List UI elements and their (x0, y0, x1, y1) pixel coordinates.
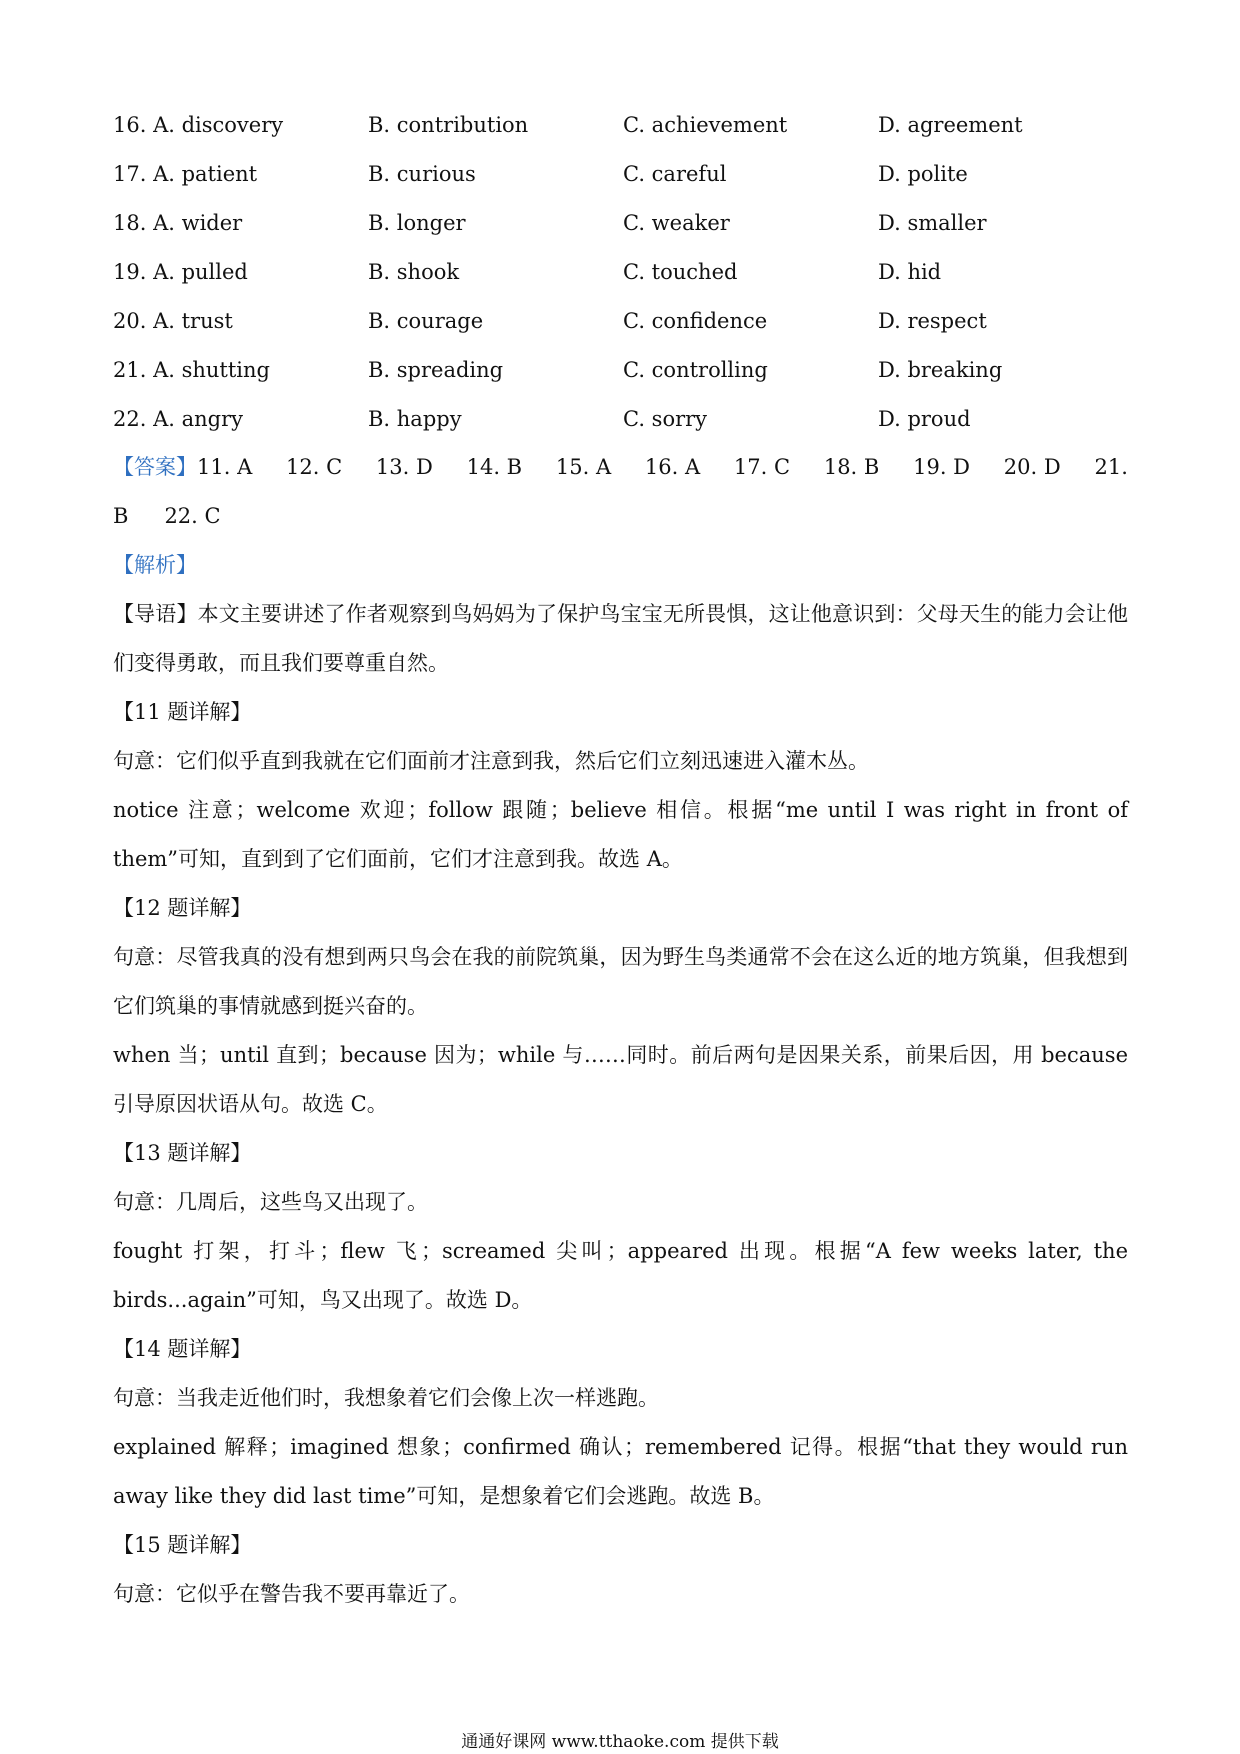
answer-block (113, 443, 1128, 541)
option-a: 19. A. pulled (113, 259, 248, 284)
answer-item: 11. A (197, 455, 253, 479)
option-d: D. hid (878, 259, 942, 284)
answer-tag: 【答案】 (113, 455, 197, 479)
option-d: D. polite (878, 161, 968, 186)
option-d: D. respect (878, 308, 987, 333)
sentence-meaning: 句意：它似乎在警告我不要再靠近了。 (113, 1582, 470, 1606)
option-row (113, 198, 1128, 247)
option-c: C. weaker (623, 210, 730, 235)
section-heading: 【14 题详解】 (113, 1337, 252, 1361)
option-d: D. smaller (878, 210, 987, 235)
section-heading: 【15 题详解】 (113, 1533, 252, 1557)
option-c: C. achievement (623, 112, 788, 137)
option-b: B. happy (368, 406, 462, 431)
sentence-meaning: 句意：它们似乎直到我就在它们面前才注意到我，然后它们立刻迅速进入灌木丛。 (113, 749, 869, 773)
section-heading: 【11 题详解】 (113, 700, 252, 724)
answer-item: 21. (1094, 455, 1128, 479)
option-a: 18. A. wider (113, 210, 243, 235)
answer-item: 22. C (164, 504, 221, 528)
option-c: C. sorry (623, 406, 708, 431)
option-row (113, 100, 1128, 149)
option-a: 20. A. trust (113, 308, 233, 333)
option-a: 17. A. patient (113, 161, 258, 186)
option-row (113, 296, 1128, 345)
option-d: D. breaking (878, 357, 1003, 382)
answer-item: 15. A (555, 455, 612, 479)
option-b: B. contribution (368, 112, 529, 137)
option-row (113, 149, 1128, 198)
explanation: explained 解释；imagined 想象；confirmed 确认；remembered 记得。根据“that they would run away like they did last time”可知，是想象着它们会逃跑。故选 B。 (113, 1435, 1128, 1508)
section-heading: 【12 题详解】 (113, 896, 252, 920)
option-c: C. controlling (623, 357, 768, 382)
section-heading: 【13 题详解】 (113, 1141, 252, 1165)
answer-item: 19. D (913, 455, 971, 479)
option-b: B. courage (368, 308, 484, 333)
answer-item: 13. D (375, 455, 433, 479)
answer-line (113, 443, 1128, 492)
option-a: 16. A. discovery (113, 112, 284, 137)
answer-item: 20. D (1003, 455, 1061, 479)
option-b: B. spreading (368, 357, 504, 382)
option-c: C. confidence (623, 308, 768, 333)
explanation: when 当；until 直到；because 因为；while 与……同时。前后两句是因果关系，前果后因，用 because 引导原因状语从句。故选 C。 (113, 1043, 1128, 1116)
option-row (113, 247, 1128, 296)
answer-item: B (113, 504, 129, 528)
answer-item: 16. A (644, 455, 701, 479)
page-content (113, 100, 1128, 1619)
option-row (113, 394, 1128, 443)
option-c: C. careful (623, 161, 727, 186)
answer-item: 18. B (823, 455, 880, 479)
option-b: B. shook (368, 259, 460, 284)
sentence-meaning: 句意：尽管我真的没有想到两只鸟会在我的前院筑巢，因为野生鸟类通常不会在这么近的地方筑巢，但我想到它们筑巢的事情就感到挺兴奋的。 (113, 945, 1128, 1018)
options-list (113, 100, 1128, 443)
option-a: 21. A. shutting (113, 357, 270, 382)
option-row (113, 345, 1128, 394)
page-footer: 通通好课网 www.tthaoke.com 提供下载 (461, 1732, 779, 1752)
option-b: B. curious (368, 161, 476, 186)
analysis-tag: 【解析】 (113, 553, 197, 577)
option-b: B. longer (368, 210, 466, 235)
intro-paragraph: 【导语】本文主要讲述了作者观察到鸟妈妈为了保护鸟宝宝无所畏惧，这让他意识到：父母天生的能力会让他们变得勇敢，而且我们要尊重自然。 (113, 602, 1128, 675)
answer-line (113, 492, 1128, 541)
answer-item: 14. B (466, 455, 523, 479)
explanation: notice 注意；welcome 欢迎；follow 跟随；believe 相信。根据“me until I was right in front of them”可知，直到到了它们面前，它们才注意到我。故选 A。 (113, 798, 1128, 871)
option-d: D. agreement (878, 112, 1023, 137)
option-d: D. proud (878, 406, 971, 431)
option-c: C. touched (623, 259, 738, 284)
explanation: fought 打架，打斗；flew 飞；screamed 尖叫；appeared 出现。根据“A few weeks later, the birds...again”可知，鸟又出现了。故选 D。 (113, 1239, 1128, 1312)
option-a: 22. A. angry (113, 406, 243, 431)
answer-item: 17. C (733, 455, 791, 479)
answer-item: 12. C (286, 455, 343, 479)
sentence-meaning: 句意：当我走近他们时，我想象着它们会像上次一样逃跑。 (113, 1386, 659, 1410)
sentence-meaning: 句意：几周后，这些鸟又出现了。 (113, 1190, 428, 1214)
